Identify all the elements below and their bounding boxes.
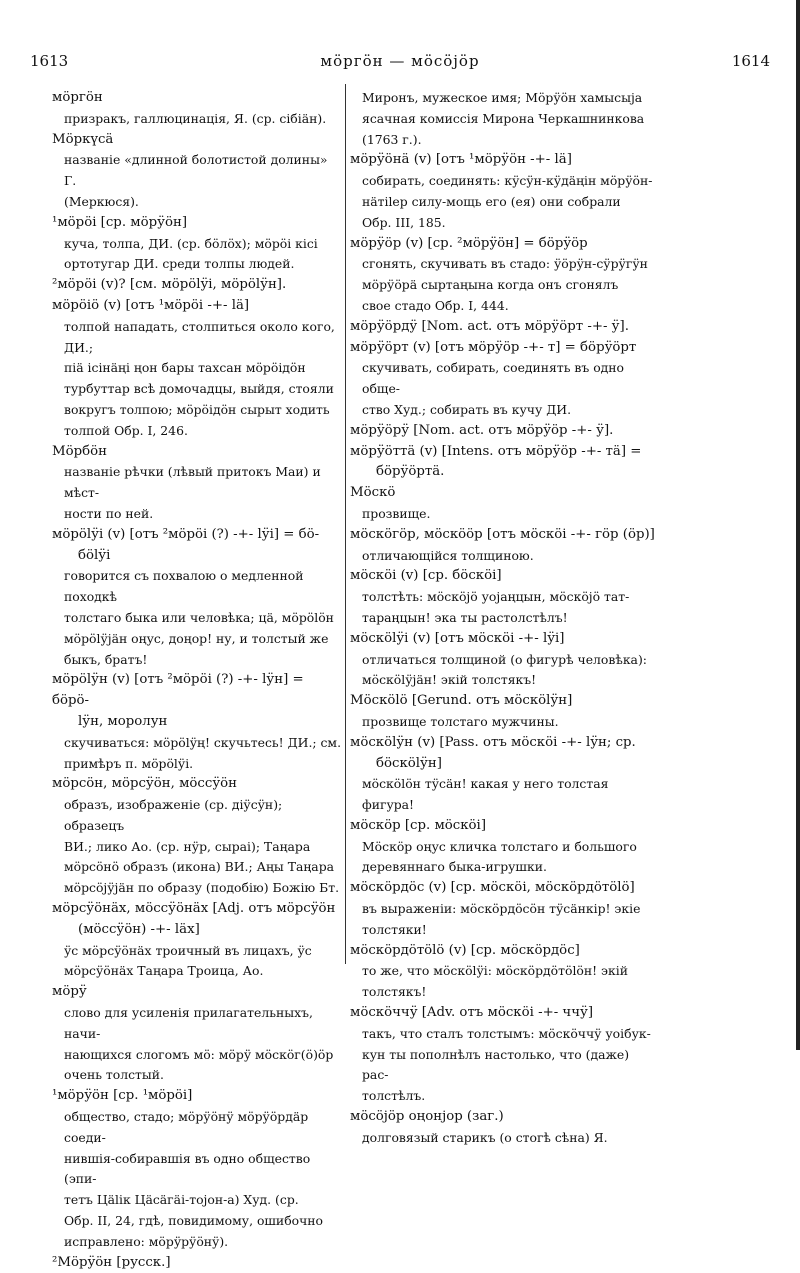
entry-headword: мӧрӱӧнä (v) [отъ ¹мӧрӱӧн -+- lä] — [350, 152, 572, 168]
entry-definition-line: ВИ.; лико Ао. (ср. нӱр, сыраі); Таңара — [64, 838, 311, 854]
entry-definition-line: турбуттар всѣ домочадцы, выйдя, стояли — [64, 381, 334, 397]
dictionary-entry — [52, 774, 342, 899]
entry-definition-line: скучивать, собирать, соединять въ одно обще- — [362, 360, 625, 397]
entry-definition-line: Обр. II, 24, гдѣ, повидимому, ошибочно — [64, 1213, 324, 1229]
dictionary-entry — [350, 878, 655, 940]
entry-headword: мӧскӧрдӧс (v) [ср. мӧскӧі, мӧскӧрдӧтӧlӧ] — [350, 880, 635, 896]
entry-headword: мӧрӱӧр (v) [ср. ²мӧрӱӧн] = бӧрӱӧр — [350, 235, 588, 251]
entry-definition-line: нäтіlер силу-мощь его (ея) они собрали — [362, 193, 621, 209]
running-title: мӧргӧн — мӧсӧјӧр — [320, 52, 480, 70]
entry-definition-line: ӱс мӧрсӱӧнäх троичный въ лицахъ, ӱс — [64, 942, 312, 958]
dictionary-entry — [52, 982, 342, 1086]
entry-definition-line: названіе рѣчки (лѣвый притокъ Маи) и мѣст- — [64, 464, 321, 501]
dictionary-entry — [350, 525, 655, 567]
entry-definition-line: нающихся слогомъ мӧ: мӧрӱ мӧскӧг(ӧ)ӧр — [64, 1046, 334, 1062]
entry-definition-line: Мӧскӧр оңус кличка толстаго и большого — [362, 838, 637, 854]
dictionary-entry — [52, 525, 342, 671]
entry-headword: мӧрӱӧрӱ [Nom. act. отъ мӧрӱӧр -+- ӱ]. — [350, 422, 614, 438]
dictionary-entry — [350, 691, 655, 733]
entry-definition-line: ности по ней. — [64, 505, 154, 521]
headword-continuation: бӧскӧlӱн] — [376, 755, 442, 771]
entry-headword: мӧрсӱӧнäх, мӧссӱӧнäх [Adj. отъ мӧрсӱӧн — [52, 901, 336, 917]
dictionary-entry — [350, 1003, 655, 1107]
dictionary-entry — [350, 483, 655, 525]
entry-definition-line: скучиваться: мӧрӧlӱң! скучьтесь! ДИ.; см. — [64, 734, 342, 750]
dictionary-entry — [350, 629, 655, 691]
entry-headword: мӧргӧн — [52, 90, 103, 105]
entry-definition-line: толстяки! — [362, 921, 427, 937]
entry-definition-line: въ выраженіи: мӧскӧрдӧсӧн тӱсäнкір! экіе — [362, 901, 641, 917]
entry-definition-line: долговязый старикъ (о стогѣ сѣна) Я. — [362, 1129, 608, 1145]
entry-definition-line: толпой нападать, столпиться около кого, ДИ.; — [64, 318, 335, 355]
dictionary-entry — [52, 442, 342, 525]
entry-definition-line: Миронъ, мужеское имя; Мӧрӱӧн хамысыја — [362, 90, 643, 105]
entry-headword: ¹мӧрӱӧн [ср. ¹мӧрӧі] — [52, 1088, 193, 1104]
entry-definition-line: толпой Обр. I, 246. — [64, 422, 188, 438]
dictionary-entry — [350, 1107, 655, 1149]
entry-definition-line: піä ісінäңі ңон бары тахсан мӧрӧідӧн — [64, 360, 306, 376]
dictionary-entry — [350, 421, 655, 442]
entry-headword: мӧрӱ — [52, 984, 87, 1000]
entry-definition-line: мӧрӱӧрä сыртаңына когда онъ сгонялъ — [362, 277, 619, 293]
dictionary-entry — [52, 88, 342, 130]
column-divider — [345, 84, 346, 964]
entry-definition-line: тараңцын! эка ты растолстѣлъ! — [362, 609, 568, 625]
entry-headword: Мӧркүсä — [52, 131, 114, 147]
entry-definition-line: свое стадо Обр. I, 444. — [362, 297, 509, 313]
dictionary-entry — [52, 296, 342, 442]
entry-definition-line: (1763 г.). — [362, 131, 422, 147]
dictionary-entry — [52, 213, 342, 275]
dictionary-entry — [52, 1253, 342, 1273]
dictionary-entry — [350, 816, 655, 878]
headword-continuation: lӱн, моролун — [78, 713, 168, 729]
entry-headword: Мӧскӧlӧ [Gerund. отъ мӧскӧlӱн] — [350, 693, 573, 709]
entry-definition-line: такъ, что сталъ толстымъ: мӧскӧччӱ уоібук- — [362, 1025, 651, 1041]
entry-definition-line: кун ты пополнѣлъ настолько, что (даже) рас- — [362, 1046, 630, 1083]
entry-definition-line: то же, что мӧскӧlӱі: мӧскӧрдӧтӧlӧн! экій — [362, 963, 628, 979]
entry-definition-line: отличаться толщиной (о фигурѣ человѣка): — [362, 651, 647, 667]
entry-headword: мӧрӧlӱн (v) [отъ ²мӧрӧі (?) -+- lӱн] = бӧрӧ- — [52, 672, 304, 709]
entry-definition-line: мӧрсӧјӱјäн по образу (подобію) Божію Бт. — [64, 880, 340, 896]
entry-headword: мӧскӧр [ср. мӧскӧі] — [350, 817, 487, 833]
page-number-right: 1614 — [731, 52, 770, 70]
dictionary-entry — [350, 317, 655, 338]
page-header — [30, 52, 770, 76]
entry-headword: ¹мӧрӧі [ср. мӧрӱӧн] — [52, 214, 188, 230]
entry-definition-line: названіе «длинной болотистой долины» Г. — [64, 152, 328, 189]
entry-definition-line: мӧскӧlӱјäн! экій толстякъ! — [362, 672, 537, 688]
entry-definition-line: призракъ, галлюцинація, Я. (ср. сібіäн). — [64, 110, 327, 126]
dictionary-entry — [350, 442, 655, 484]
entry-headword: мӧскӧгӧр, мӧскӧӧр [отъ мӧскӧі -+- гӧр (ӧр)] — [350, 526, 655, 542]
entry-definition-line: деревяннаго быка-игрушки. — [362, 859, 547, 875]
entry-headword: мӧрсӧн, мӧрсӱӧн, мӧссӱӧн — [52, 776, 238, 792]
entry-headword: мӧскӧі (v) [ср. бӧскӧі] — [350, 568, 502, 584]
entry-definition-line: (Меркюся). — [64, 193, 139, 209]
right-column — [350, 88, 655, 1149]
entry-definition-line: очень толстый. — [64, 1067, 164, 1083]
entry-definition-line: прозвище. — [362, 505, 431, 521]
dictionary-entry — [52, 275, 342, 296]
scan-edge — [796, 0, 800, 1050]
entry-headword: ²Мӧрӱӧн [русск.] — [52, 1254, 171, 1270]
entry-headword: мӧскӧрдӧтӧlӧ (v) [ср. мӧскӧрдӧс] — [350, 942, 580, 958]
entry-headword: ²мӧрӧі (v)? [см. мӧрӧlӱі, мӧрӧlӱн]. — [52, 277, 287, 293]
entry-definition-line: прозвище толстаго мужчины. — [362, 713, 559, 729]
entry-definition-line: Обр. III, 185. — [362, 214, 446, 230]
entry-definition-line: быкъ, братъ! — [64, 651, 148, 667]
entry-headword: мӧскӧlӱі (v) [отъ мӧскӧі -+- lӱі] — [350, 630, 565, 646]
entry-definition-line: слово для усиленія прилагательныхъ, начи- — [64, 1005, 313, 1041]
dictionary-entry — [350, 566, 655, 628]
entry-headword: мӧскӧlӱн (v) [Pass. отъ мӧскӧі -+- lӱн; ср. — [350, 734, 636, 750]
entry-definition-line: мӧрсӧнӧ образъ (икона) ВИ.; Аңы Таңара — [64, 859, 335, 875]
entry-headword: мӧрӱӧрт (v) [отъ мӧрӱӧр -+- т] = бӧрӱӧрт — [350, 339, 637, 355]
entry-definition-line: исправлено: мӧрӱрӱӧнӱ). — [64, 1233, 229, 1249]
dictionary-entry — [350, 234, 655, 317]
entry-definition-line: ство Худ.; собирать въ кучу ДИ. — [362, 401, 572, 417]
entry-definition-line: мӧрсӱӧнäх Таңара Троица, Ао. — [64, 963, 264, 979]
entry-definition-line: куча, толпа, ДИ. (ср. бӧлӧх); мӧрӧі кісі — [64, 235, 318, 251]
headword-continuation: бӧрӱӧртä. — [376, 464, 445, 480]
entry-definition-line: толстѣлъ. — [362, 1088, 426, 1104]
dictionary-entry — [350, 733, 655, 816]
entry-definition-line: образъ, изображеніе (ср. діӱсӱн); образецъ — [64, 797, 283, 833]
entry-definition-line: вокругъ толпою; мӧрӧідӧн сырыт ходить — [64, 401, 330, 417]
entry-headword: мӧскӧччӱ [Adv. отъ мӧскӧі -+- ччӱ] — [350, 1005, 594, 1021]
entry-definition-line: собирать, соединять: кӱсӱн-кӱдäңін мӧрӱӧн- — [362, 173, 653, 189]
entry-definition-line: толстякъ! — [362, 984, 427, 1000]
entry-headword: мӧрӱӧрдӱ [Nom. act. отъ мӧрӱӧрт -+- ӱ]. — [350, 318, 629, 334]
entry-definition-line: говорится съ похвалою о медленной походкѣ — [64, 568, 304, 605]
dictionary-entry — [350, 941, 655, 1003]
dictionary-entry — [52, 670, 342, 774]
entry-headword: Мӧскӧ — [350, 485, 396, 501]
entry-definition-line: примѣръ п. мӧрӧlӱі. — [64, 755, 194, 771]
entry-definition-line: ясачная комиссія Мирона Черкашнинкова — [362, 110, 645, 126]
headword-continuation: (мӧссӱӧн) -+- läх] — [78, 921, 200, 937]
dictionary-entry — [52, 1086, 342, 1252]
entry-definition-line: толстаго быка или человѣка; цä, мӧрӧlӧн — [64, 609, 334, 625]
entry-headword: мӧрӧіӧ (v) [отъ ¹мӧрӧі -+- lä] — [52, 297, 250, 313]
entry-definition-line: сгонять, скучивать въ стадо: ӱӧрӱн-сӱрӱгӱн — [362, 256, 648, 272]
entry-headword: Мӧрбӧн — [52, 443, 108, 459]
entry-definition-line: мӧскӧlӧн тӱсäн! какая у него толстая фигура! — [362, 776, 609, 813]
dictionary-entry — [52, 130, 342, 213]
left-column — [52, 88, 342, 1273]
entry-definition-line: тетъ Цälік Цäсäгäі-тојон-а) Худ. (ср. — [64, 1192, 299, 1208]
entry-definition-line: ортотугар ДИ. среди толпы людей. — [64, 256, 295, 272]
entry-headword: мӧрӧlӱі (v) [отъ ²мӧрӧі (?) -+- lӱі] = бӧ- — [52, 526, 320, 542]
headword-continuation: бӧlӱі — [78, 547, 111, 563]
entry-headword: мӧрӱӧттä (v) [Intens. отъ мӧрӱӧр -+- тä] = — [350, 443, 642, 459]
dictionary-entry — [350, 338, 655, 421]
entry-definition-line: нившія-собиравшія въ одно общество (эпи- — [64, 1150, 311, 1187]
dictionary-entry — [52, 899, 342, 982]
entry-definition-line: толстѣть: мӧскӧјӧ уојаңцын, мӧскӧјӧ тат- — [362, 589, 630, 605]
entry-definition-line: общество, стадо; мӧрӱӧнӱ мӧрӱӧрдäр соеди- — [64, 1109, 309, 1145]
dictionary-entry — [350, 88, 655, 150]
entry-definition-line: отличающійся толщиною. — [362, 547, 534, 563]
entry-definition-line: мӧрӧlӱјäн оңус, доңор! ну, и толстый же — [64, 630, 329, 646]
dictionary-entry — [350, 150, 655, 233]
entry-headword: мӧсӧјӧр оңонјор (заг.) — [350, 1109, 504, 1125]
page-number-left: 1613 — [30, 52, 69, 70]
